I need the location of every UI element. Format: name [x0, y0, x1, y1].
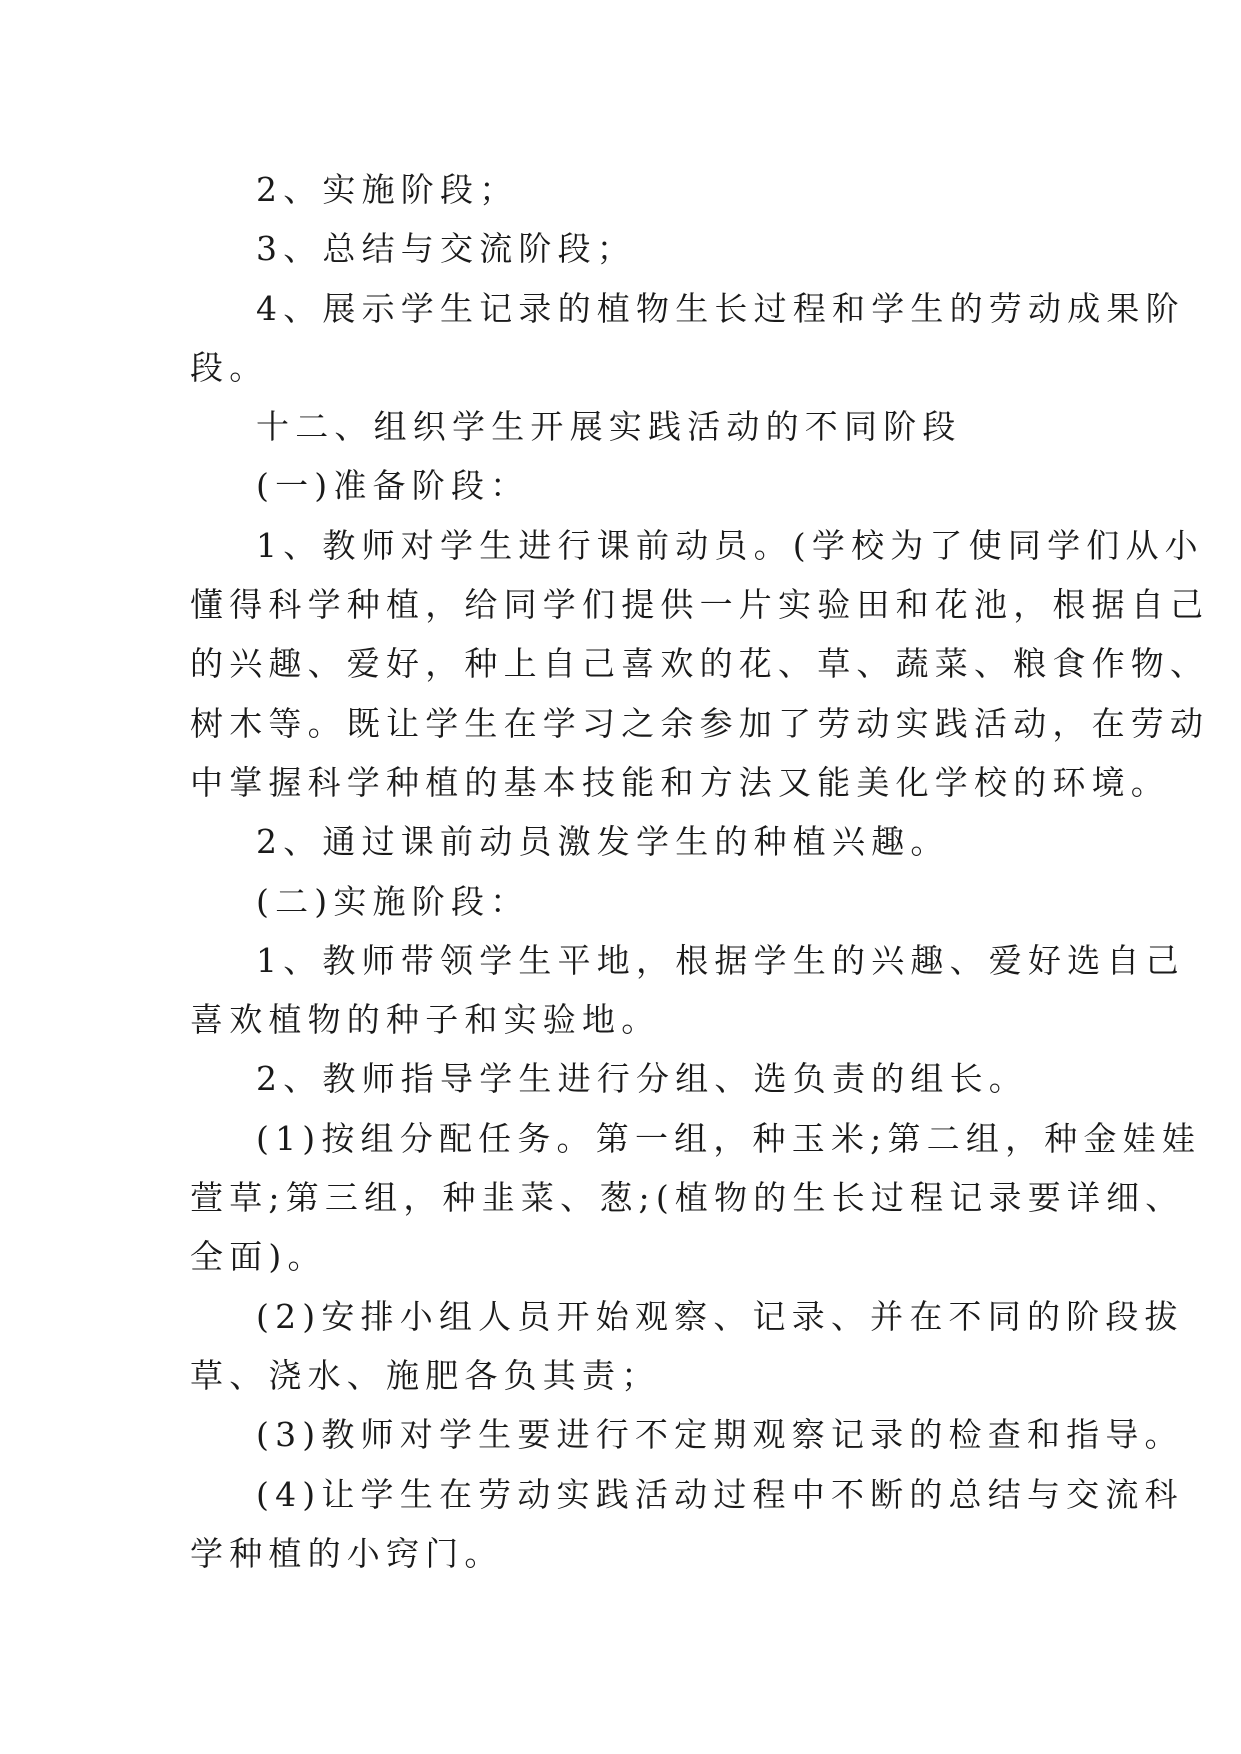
text-line: 2、实施阶段；	[256, 170, 519, 209]
text-line: 喜欢植物的种子和实验地。	[190, 1000, 661, 1040]
text-line: (3)教师对学生要进行不定期观察记录的检查和指导。	[256, 1415, 1184, 1455]
text-line: 2、通过课前动员激发学生的种植兴趣。	[256, 822, 950, 862]
text-line: (1)按组分配任务。第一组，种玉米;第二组，种金娃娃	[256, 1118, 1202, 1158]
text-line: 段。	[190, 347, 269, 387]
subsection-heading: (二)实施阶段：	[256, 881, 530, 921]
text-line: 全面)。	[190, 1237, 327, 1277]
text-line: 学种植的小窍门。	[190, 1533, 504, 1573]
text-line: 1、教师带领学生平地，根据学生的兴趣、爱好选自己	[256, 940, 1185, 980]
text-line: 4、展示学生记录的植物生长过程和学生的劳动成果阶	[256, 288, 1185, 328]
text-line: 草、浇水、施肥各负其责；	[190, 1355, 661, 1395]
text-line: (4)让学生在劳动实践活动过程中不断的总结与交流科	[256, 1474, 1184, 1514]
text-line: 2、教师指导学生进行分组、选负责的组长。	[256, 1059, 1028, 1099]
text-line: 的兴趣、爱好，种上自己喜欢的花、草、蔬菜、粮食作物、	[190, 644, 1210, 684]
text-line: 懂得科学种植，给同学们提供一片实验田和花池，根据自己	[190, 585, 1210, 625]
section-heading: 十二、组织学生开展实践活动的不同阶段	[256, 407, 962, 447]
text-line: 树木等。既让学生在学习之余参加了劳动实践活动，在劳动	[190, 703, 1210, 743]
text-line: 1、教师对学生进行课前动员。(学校为了使同学们从小	[256, 525, 1204, 565]
document-body	[190, 160, 1210, 1583]
text-line: (2)安排小组人员开始观察、记录、并在不同的阶段拔	[256, 1296, 1184, 1336]
text-line: 萱草;第三组，种韭菜、葱;(植物的生长过程记录要详细、	[190, 1178, 1185, 1218]
text-line: 中掌握科学种植的基本技能和方法又能美化学校的环境。	[190, 762, 1170, 802]
subsection-heading: (一)准备阶段：	[256, 466, 530, 506]
text-line: 3、总结与交流阶段；	[256, 229, 636, 269]
